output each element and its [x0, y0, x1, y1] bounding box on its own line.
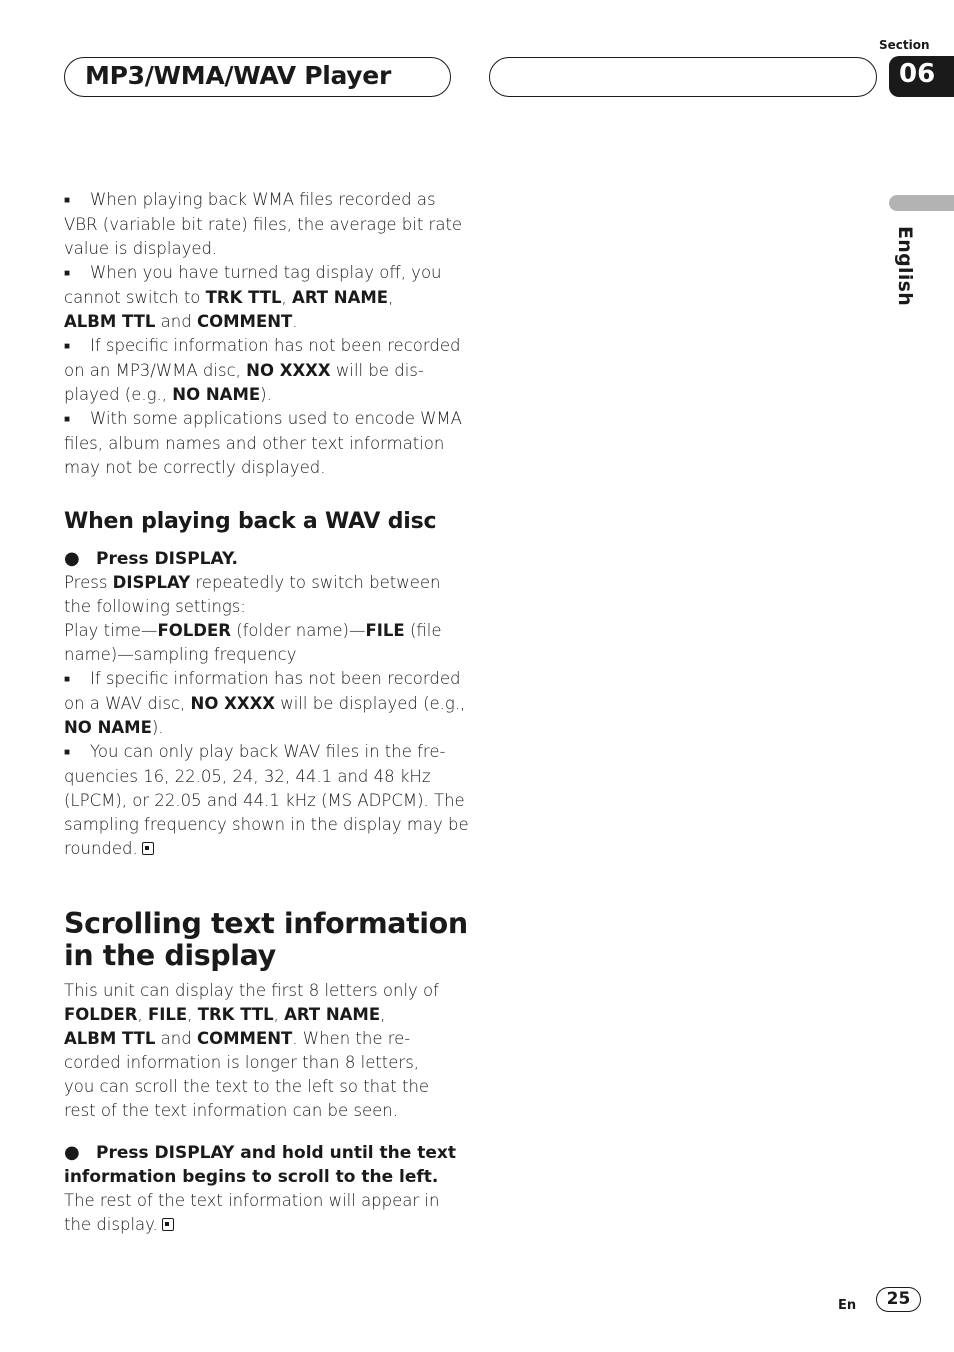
- text-run: the following settings:: [64, 597, 246, 616]
- note-square-icon: ■: [64, 268, 71, 279]
- text-line: [64, 310, 454, 334]
- scroll-result-text: [64, 1189, 454, 1237]
- text-line: [64, 334, 461, 359]
- emphasis-term: FILE: [148, 1005, 188, 1024]
- scroll-heading-line: Scrolling text information: [64, 907, 468, 940]
- text-run: ,: [281, 288, 293, 307]
- emphasis-term: NO NAME: [64, 718, 152, 737]
- wav-step: [64, 547, 454, 571]
- bullet-dot-icon: ●: [64, 1142, 80, 1163]
- scroll-step-text: [64, 1141, 454, 1189]
- text-run: ).: [260, 385, 272, 404]
- text-run: name)—sampling frequency: [64, 645, 297, 664]
- text-run: rest of the text information can be seen.: [64, 1101, 398, 1120]
- text-line: [64, 837, 454, 861]
- text-line: [64, 716, 454, 740]
- text-line: [64, 432, 454, 456]
- text-run: on a WAV disc,: [64, 694, 191, 713]
- section-label: Section: [879, 38, 930, 52]
- scroll-result: [64, 1189, 454, 1237]
- text-line: [64, 188, 454, 213]
- step-text: information begins to scroll to the left.: [64, 1167, 439, 1187]
- text-run: the display.: [64, 1215, 158, 1234]
- wav-section: [64, 509, 454, 534]
- text-run: (folder name)—: [230, 621, 366, 640]
- text-run: cannot switch to: [64, 288, 206, 307]
- page-title: MP3/WMA/WAV Player: [85, 61, 391, 90]
- emphasis-term: TRK TTL: [205, 288, 282, 307]
- text-line: [64, 813, 469, 837]
- text-line: [64, 237, 454, 261]
- text-line: [64, 979, 454, 1003]
- wav-body: [64, 571, 469, 861]
- text-line: [64, 1051, 454, 1075]
- emphasis-term: NO NAME: [172, 385, 261, 404]
- wav-notes-list: [64, 667, 469, 861]
- wav-body-text: [64, 571, 454, 667]
- text-line: [64, 692, 466, 716]
- text-line: [64, 407, 462, 432]
- text-line: [64, 1213, 454, 1237]
- note-square-icon: ■: [64, 341, 71, 352]
- text-line: [64, 571, 454, 595]
- emphasis-term: COMMENT: [196, 1029, 293, 1048]
- text-line: [64, 359, 454, 383]
- emphasis-term: FOLDER: [157, 621, 231, 640]
- scroll-body-text: [64, 979, 454, 1123]
- text-run: When playing back WMA files recorded as: [90, 190, 436, 209]
- text-run: ,: [187, 1005, 198, 1024]
- text-run: This unit can display the first 8 letters only of: [64, 981, 439, 1000]
- text-run: . When the re-: [292, 1029, 411, 1048]
- text-run: quencies 16, 22.05, 24, 32, 44.1 and 48 kHz: [64, 767, 431, 786]
- text-run: played (e.g.,: [64, 385, 173, 404]
- scroll-heading-line: in the display: [64, 939, 276, 972]
- text-line: [64, 765, 454, 789]
- section-number: 06: [899, 59, 936, 89]
- text-run: sampling frequency shown in the display may be: [64, 815, 469, 834]
- emphasis-term: TRK TTL: [197, 1005, 274, 1024]
- header-blank-frame: [489, 57, 877, 97]
- text-run: ,: [388, 288, 394, 307]
- text-run: ,: [273, 1005, 285, 1024]
- footer-language-code: En: [838, 1298, 857, 1313]
- step-text: Press DISPLAY and hold until the text: [96, 1143, 456, 1163]
- text-line: [64, 1189, 454, 1213]
- scroll-body: [64, 979, 454, 1123]
- text-line: [64, 383, 454, 407]
- page-number: 25: [886, 1289, 911, 1309]
- bullet-dot-icon: ●: [64, 548, 80, 569]
- text-run: ,: [380, 1005, 386, 1024]
- emphasis-term: ALBM TTL: [64, 312, 156, 331]
- scroll-step: [64, 1141, 454, 1189]
- scroll-section: [64, 907, 468, 972]
- header-title-frame: [64, 57, 451, 97]
- text-run: will be dis-: [330, 361, 424, 380]
- end-of-section-icon: [142, 842, 154, 855]
- text-line: [64, 740, 454, 765]
- text-run: rounded.: [64, 839, 138, 858]
- text-run: files, album names and other text information: [64, 434, 445, 453]
- text-run: If specific information has not been recorded: [90, 669, 461, 688]
- text-run: will be displayed (e.g.,: [275, 694, 466, 713]
- emphasis-term: COMMENT: [196, 312, 293, 331]
- text-run: and: [155, 1029, 197, 1048]
- step-line: [64, 1165, 454, 1189]
- text-run: You can only play back WAV files in the fre-: [90, 742, 446, 761]
- emphasis-term: ART NAME: [284, 1005, 381, 1024]
- page-number-badge: [876, 1287, 921, 1312]
- emphasis-term: FOLDER: [64, 1005, 138, 1024]
- text-line: [64, 1027, 454, 1051]
- text-line: [64, 789, 465, 813]
- language-tab-marker: [889, 195, 954, 211]
- text-run: ,: [137, 1005, 148, 1024]
- notes-top-list: [64, 188, 463, 480]
- text-run: (LPCM), or 22.05 and 44.1 kHz (MS ADPCM). The: [64, 791, 465, 810]
- step-line: [64, 1141, 454, 1165]
- text-run: Press: [64, 573, 113, 592]
- text-run: With some applications used to encode WMA: [90, 409, 462, 428]
- text-run: ).: [151, 718, 164, 737]
- note-square-icon: ■: [64, 747, 71, 758]
- text-line: [64, 667, 461, 692]
- section-badge: [889, 56, 954, 97]
- text-line: [64, 595, 454, 619]
- text-line: [64, 286, 454, 310]
- text-run: Play time—: [64, 621, 158, 640]
- emphasis-term: ALBM TTL: [64, 1029, 156, 1048]
- end-of-section-icon: [162, 1218, 174, 1231]
- scroll-heading: [64, 907, 468, 972]
- text-line: [64, 1075, 454, 1099]
- text-run: VBR (variable bit rate) files, the average bit rate: [64, 215, 463, 234]
- text-run: (file: [404, 621, 442, 640]
- text-line: [64, 643, 454, 667]
- text-run: and: [155, 312, 197, 331]
- text-line: [64, 213, 463, 237]
- text-line: [64, 261, 454, 286]
- text-run: .: [292, 312, 298, 331]
- emphasis-term: NO XXXX: [246, 361, 331, 380]
- text-run: on an MP3/WMA disc,: [64, 361, 247, 380]
- note-square-icon: ■: [64, 674, 71, 685]
- text-line: [64, 619, 454, 643]
- text-run: corded information is longer than 8 letters,: [64, 1053, 420, 1072]
- note-square-icon: ■: [64, 195, 71, 206]
- text-run: repeatedly to switch between: [190, 573, 441, 592]
- wav-step-text: Press DISPLAY.: [96, 549, 238, 569]
- text-run: value is displayed.: [64, 239, 218, 258]
- text-run: When you have turned tag display off, you: [90, 263, 442, 282]
- notes-top: [64, 188, 463, 480]
- emphasis-term: FILE: [365, 621, 405, 640]
- text-line: [64, 1099, 454, 1123]
- language-label: English: [894, 226, 916, 307]
- emphasis-term: NO XXXX: [190, 694, 276, 713]
- text-run: The rest of the text information will appear in: [64, 1191, 440, 1210]
- text-run: may not be correctly displayed.: [64, 458, 326, 477]
- text-line: [64, 456, 454, 480]
- text-run: If specific information has not been recorded: [90, 336, 461, 355]
- text-run: you can scroll the text to the left so that the: [64, 1077, 430, 1096]
- wav-heading: When playing back a WAV disc: [64, 509, 437, 534]
- note-square-icon: ■: [64, 414, 71, 425]
- emphasis-term: ART NAME: [292, 288, 389, 307]
- emphasis-term: DISPLAY: [112, 573, 191, 592]
- text-line: [64, 1003, 454, 1027]
